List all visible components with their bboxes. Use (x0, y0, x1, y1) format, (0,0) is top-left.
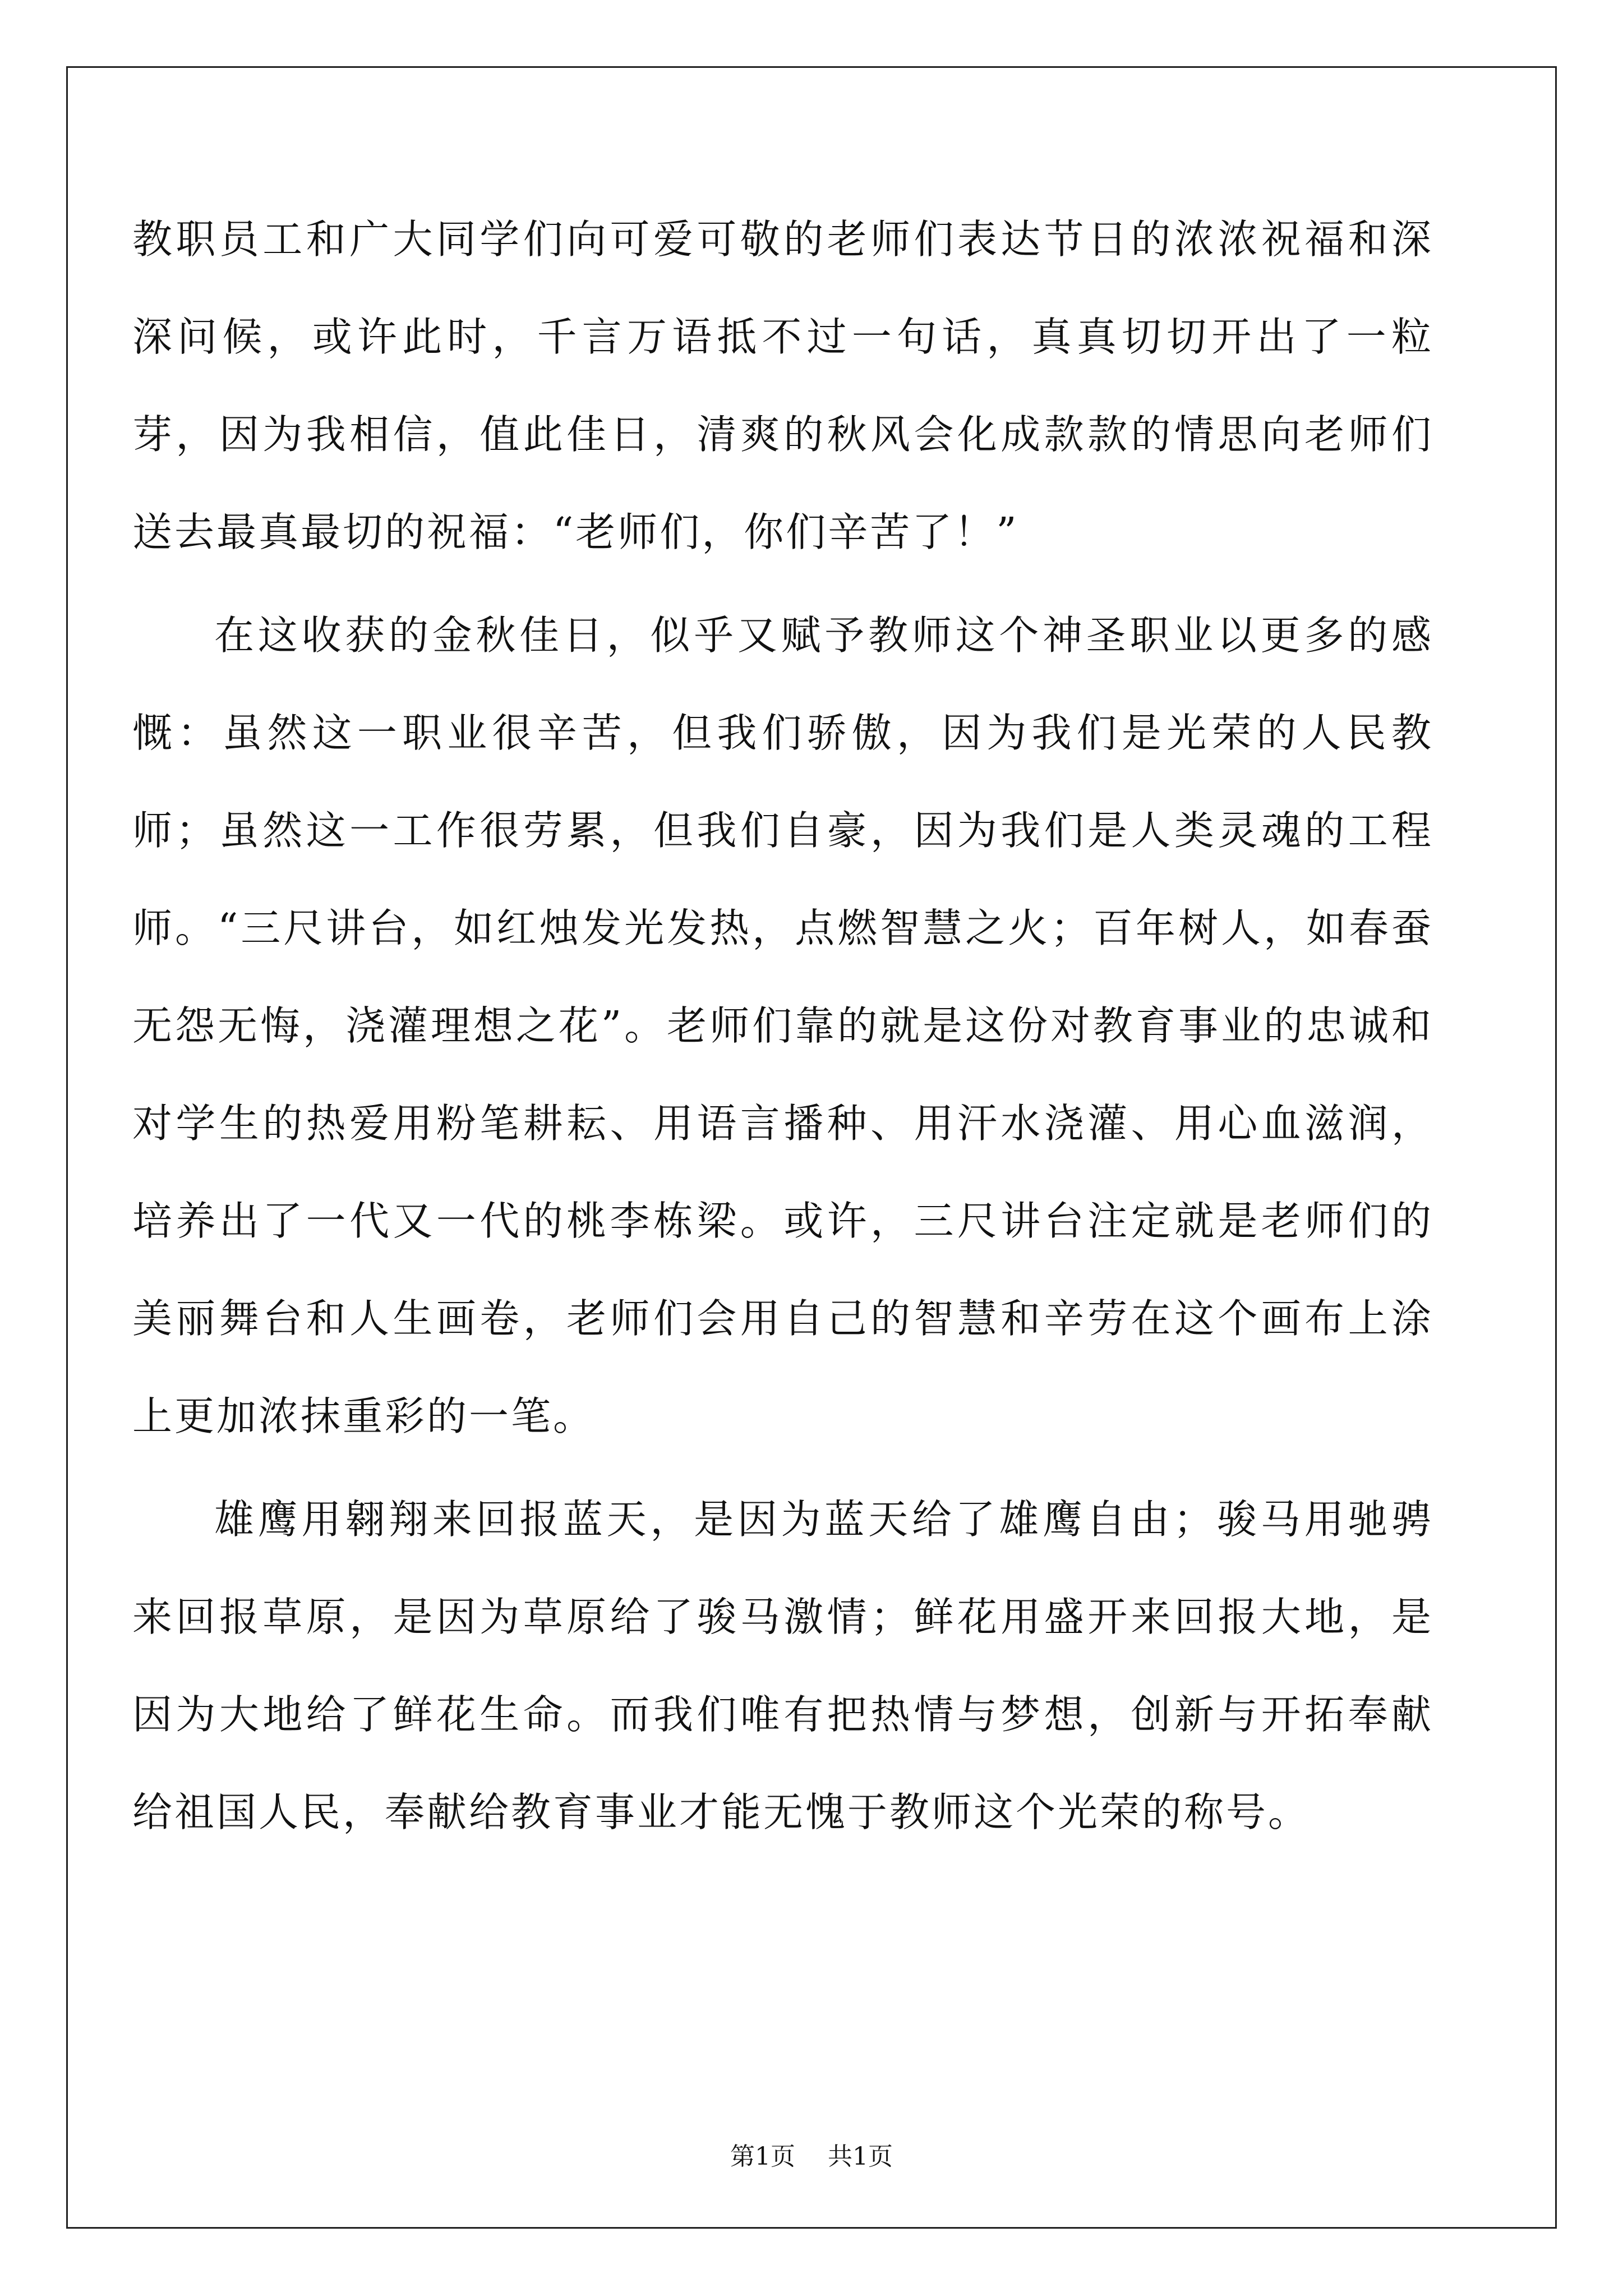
paragraph-teachers-profession: 在这收获的金秋佳日，似乎又赋予教师这个神圣职业以更多的感慨：虽然这一职业很辛苦，但我们骄傲，因为我们是光荣的人民教师；虽然这一工作很劳累，但我们自豪，因为我们是人类灵魂的工程师。“三尺讲台，如红烛发光发热，点燃智慧之火；百年树人，如春蚕无怨无悔，浇灌理想之花”。老师们靠的就是这份对教育事业的忠诚和对学生的热爱用粉笔耕耘、用语言播种、用汗水浇灌、用心血滋润，培养出了一代又一代的桃李栋梁。或许，三尺讲台注定就是老师们的美丽舞台和人生画卷，老师们会用自己的智慧和辛劳在这个画布上涂上更加浓抹重彩的一笔。 (132, 612, 1433, 1439)
page-number: 第1页 (730, 2142, 795, 2171)
page-footer (0, 2140, 1623, 2174)
paragraph-eagle-horse-flower: 雄鹰用翱翔来回报蓝天，是因为蓝天给了雄鹰自由；骏马用驰骋来回报草原，是因为草原给了骏马激情；鲜花用盛开来回报大地，是因为大地给了鲜花生命。而我们唯有把热情与梦想，创新与开拓奉献给祖国人民，奉献给教育事业才能无愧于教师这个光荣的称号。 (132, 1496, 1433, 1835)
document-body (132, 191, 1433, 1861)
page-total: 共1页 (828, 2142, 893, 2171)
paragraph-continuation: 教职员工和广大同学们向可爱可敬的老师们表达节日的浓浓祝福和深深问候，或许此时，千言万语抵不过一句话，真真切切开出了一粒芽，因为我相信，值此佳日，清爽的秋风会化成款款的情思向老师们送去最真最切的祝福：“老师们，你们辛苦了！” (132, 216, 1433, 555)
